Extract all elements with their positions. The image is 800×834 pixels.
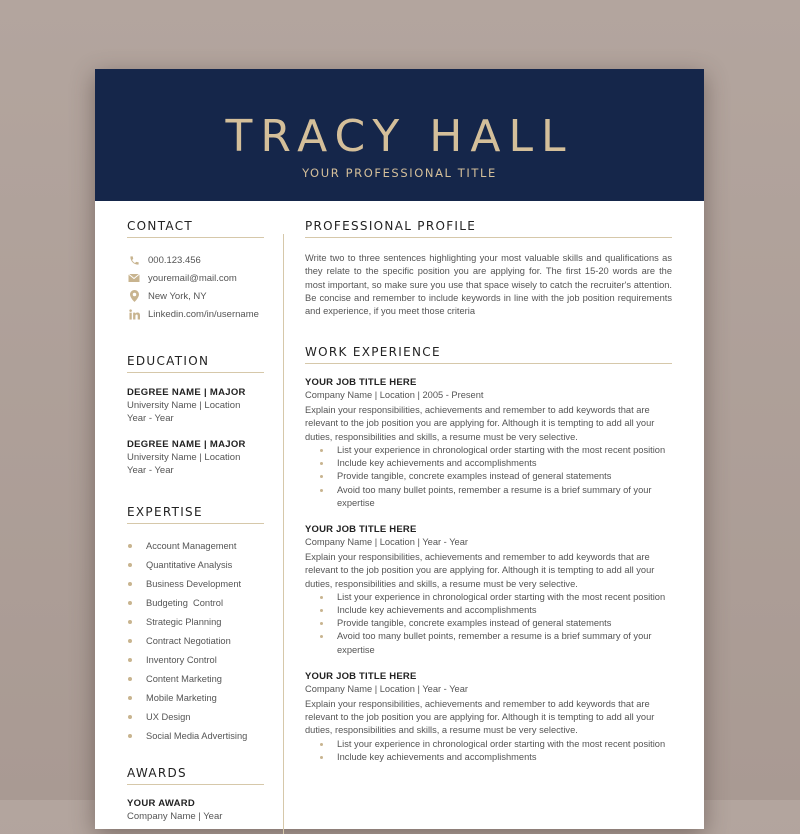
bullet-dot-icon [128, 658, 132, 662]
job-bullet: List your experience in chronological order starting with the most recent position [305, 444, 672, 457]
skill-item: Social Media Advertising [127, 726, 264, 745]
resume-page [95, 69, 704, 829]
skill-item: Mobile Marketing [127, 688, 264, 707]
job-title: YOUR JOB TITLE HERE [305, 377, 417, 388]
job-bullet: Include key achievements and accomplishments [305, 604, 672, 617]
contact-linkedin [127, 305, 264, 323]
education-school: University Name | Location [127, 452, 241, 463]
contact-location-text: New York, NY [148, 290, 207, 302]
job-entry [305, 377, 672, 510]
bullet-dot-icon [320, 635, 323, 638]
job-bullet: Provide tangible, concrete examples instead of general statements [305, 470, 672, 483]
job-entry [305, 671, 672, 764]
bullet-dot-icon [128, 696, 132, 700]
bullet-dot-icon [320, 622, 323, 625]
experience-heading: WORK EXPERIENCE [305, 345, 672, 364]
education-year: Year - Year [127, 465, 174, 476]
bullet-dot-icon [128, 639, 132, 643]
job-title: YOUR JOB TITLE HERE [305, 670, 417, 682]
expertise-list [127, 536, 264, 745]
bullet-dot-icon [320, 462, 323, 465]
job-bullets [305, 738, 672, 764]
job-company: Company Name | Location | Year - Year [305, 536, 468, 547]
bullet-dot-icon [128, 620, 132, 624]
column-divider [283, 234, 284, 834]
contact-phone-text: 000.123.456 [148, 254, 201, 266]
bullet-dot-icon [128, 544, 132, 548]
job-bullet: Provide tangible, concrete examples instead of general statements [305, 617, 672, 630]
skill-item: Business Development [127, 574, 264, 593]
skill-item: Strategic Planning [127, 612, 264, 631]
job-bullet: Avoid too many bullet points, remember a resume is a brief summary of your expertise [305, 630, 672, 656]
job-bullets [305, 444, 672, 510]
bullet-dot-icon [128, 582, 132, 586]
bullet-dot-icon [128, 677, 132, 681]
expertise-heading: EXPERTISE [127, 505, 264, 524]
bullet-dot-icon [128, 601, 132, 605]
right-column [305, 219, 672, 764]
candidate-name: TRACY HALL [225, 111, 574, 162]
bullet-dot-icon [128, 734, 132, 738]
linkedin-icon [127, 309, 141, 320]
location-pin-icon [127, 290, 141, 302]
bullet-dot-icon [320, 449, 323, 452]
job-bullet: Include key achievements and accomplishments [305, 457, 672, 470]
job-bullet: List your experience in chronological order starting with the most recent position [305, 738, 672, 751]
contact-email-text: youremail@mail.com [148, 272, 237, 284]
skill-item: Inventory Control [127, 650, 264, 669]
bullet-dot-icon [320, 609, 323, 612]
bullet-dot-icon [320, 756, 323, 759]
profile-text: Write two to three sentences highlighting your most valuable skills and qualifications as they relate to the specific position you are applying for. The first 15-20 words are the most important, so make sure you use that space wisely to catch the recruiter's attention. Be concise and remember to include keywords in line with the job position requirements and experience, if you meet those criteria [305, 253, 672, 317]
profile-heading: PROFESSIONAL PROFILE [305, 219, 672, 238]
mail-icon [127, 273, 141, 283]
job-bullets [305, 591, 672, 657]
job-title: YOUR JOB TITLE HERE [305, 523, 417, 535]
education-degree: DEGREE NAME | MAJOR [127, 439, 246, 450]
education-entry [127, 386, 264, 425]
contact-linkedin-text: Linkedin.com/in/username [148, 308, 259, 320]
bullet-dot-icon [320, 596, 323, 599]
job-description: Explain your responsibilities, achievements and remember to add keywords that are relevant to the job position you are applying for. Although it is tempting to add all your duties, responsibilities and skills, a resume must be very selective. [305, 698, 655, 736]
bullet-dot-icon [128, 563, 132, 567]
bullet-dot-icon [128, 715, 132, 719]
awards-heading: AWARDS [127, 766, 264, 785]
education-degree: DEGREE NAME | MAJOR [127, 387, 246, 398]
skill-item: Contract Negotiation [127, 631, 264, 650]
contact-location [127, 287, 264, 305]
job-entry [305, 524, 672, 657]
phone-icon [127, 255, 141, 266]
education-heading: EDUCATION [127, 354, 264, 373]
job-company: Company Name | Location | Year - Year [305, 683, 468, 694]
bullet-dot-icon [320, 475, 323, 478]
skill-item: Content Marketing [127, 669, 264, 688]
skill-item: UX Design [127, 707, 264, 726]
contact-email [127, 269, 264, 287]
job-company: Company Name | Location | 2005 - Present [305, 390, 484, 400]
professional-title: YOUR PROFESSIONAL TITLE [302, 166, 497, 180]
skill-item: Account Management [127, 536, 264, 555]
left-column [127, 219, 264, 823]
job-description: Explain your responsibilities, achievements and remember to add keywords that are relevant to the job position you are applying for. Although it is tempting to add all your duties, responsibilities and skills, a resume must be very selective. [305, 405, 655, 442]
contact-phone [127, 251, 264, 269]
bullet-dot-icon [320, 489, 323, 492]
contact-list [127, 251, 264, 323]
award-name: YOUR AWARD [127, 798, 196, 809]
job-bullet: List your experience in chronological order starting with the most recent position [305, 591, 672, 604]
job-bullet: Include key achievements and accomplishments [305, 751, 672, 764]
contact-heading: CONTACT [127, 219, 264, 238]
education-entry [127, 438, 264, 477]
skill-item: Quantitative Analysis [127, 555, 264, 574]
job-description: Explain your responsibilities, achievements and remember to add keywords that are relevant to the job position you are applying for. Although it is tempting to add all your duties, responsibilities and skills, a resume must be very selective. [305, 551, 655, 589]
bullet-dot-icon [320, 743, 323, 746]
education-year: Year - Year [127, 413, 174, 424]
education-school: University Name | Location [127, 400, 241, 411]
job-bullet: Avoid too many bullet points, remember a resume is a brief summary of your expertise [305, 484, 672, 510]
resume-header [95, 69, 704, 201]
skill-item: Budgeting Control [127, 593, 264, 612]
award-detail: Company Name | Year [127, 811, 223, 822]
